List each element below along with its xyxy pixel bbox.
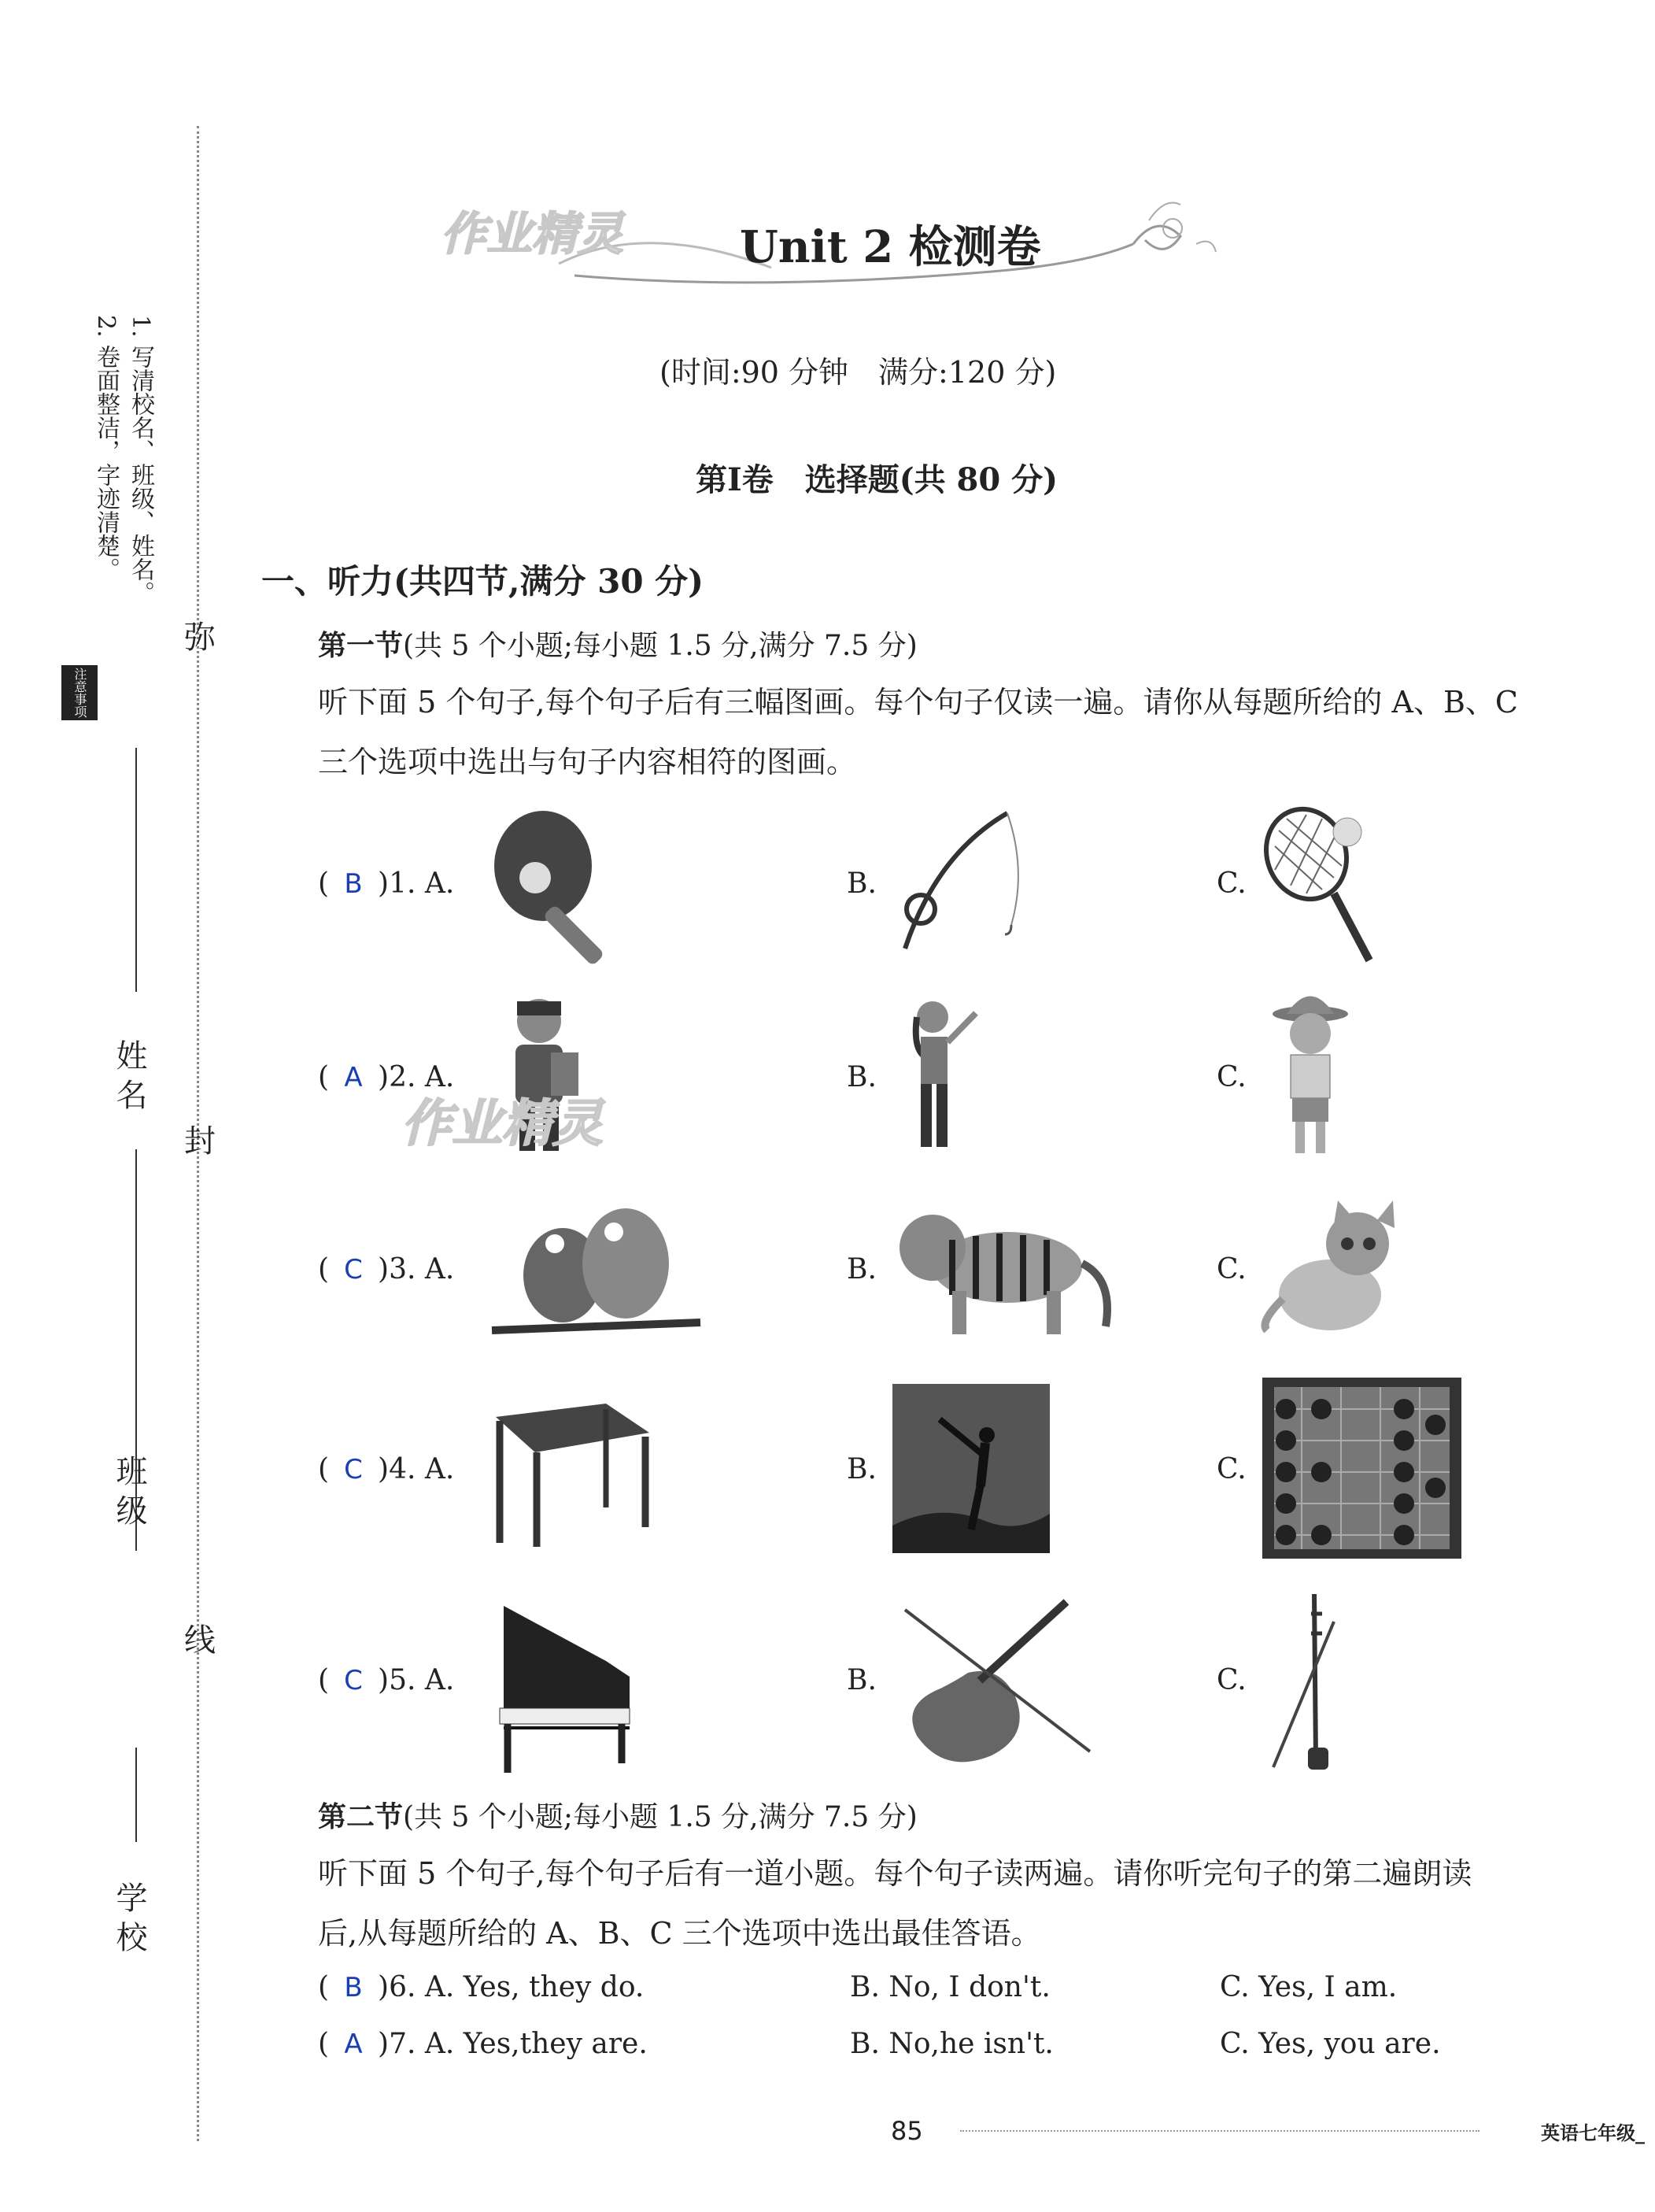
cat-icon[interactable] — [1259, 1197, 1409, 1334]
q1-option-c: C. — [1217, 867, 1247, 900]
answer-1[interactable]: B — [344, 868, 363, 900]
watermark-header: 作业精灵 — [441, 207, 624, 261]
instruction1-line2: 三个选项中选出与句子内容相符的图画。 — [318, 745, 857, 779]
kungfu-silhouette-icon[interactable] — [892, 1384, 1050, 1553]
answer-4[interactable]: C — [344, 1454, 363, 1485]
woman-waving-icon[interactable] — [897, 993, 992, 1151]
subsection2-title: 第二节 — [318, 1800, 404, 1833]
violin-icon[interactable] — [893, 1594, 1098, 1771]
q7-option-b: B. No,he isn't. — [850, 2028, 1054, 2060]
question-6: ( B )6. A. Yes, they do. — [318, 1971, 645, 2003]
table-icon[interactable] — [488, 1397, 653, 1547]
question-5: ( C )5. A. — [318, 1664, 455, 1696]
instruction2-line2: 后,从每题所给的 A、B、C 三个选项中选出最佳答语。 — [318, 1916, 1041, 1951]
subsection2-heading — [318, 1795, 918, 1835]
section-title: 一、听力(共四节,满分 30 分) — [261, 562, 704, 601]
q6-option-b: B. No, I don't. — [850, 1971, 1051, 2003]
page-title: Unit 2 检测卷 — [740, 221, 1041, 273]
subsection1-meta: (共 5 个小题;每小题 1.5 分,满分 7.5 分) — [403, 630, 918, 662]
page-number: 85 — [891, 2116, 923, 2146]
notes-text — [88, 315, 157, 605]
question-4: ( C )4. A. — [318, 1453, 455, 1485]
question-1: ( B )1. A. — [318, 867, 455, 900]
answer-7[interactable]: A — [344, 2029, 363, 2060]
note-2: 2. 卷面整洁，字迹清楚。 — [92, 315, 120, 582]
question-3-label: )3. A. — [378, 1253, 455, 1285]
school-field-label: 学校 — [111, 1881, 147, 1960]
question-7-label: )7. A. Yes,they are. — [378, 2028, 648, 2060]
part-title: 第Ⅰ卷 选择题(共 80 分) — [696, 461, 1058, 498]
footer-dotted-line — [960, 2130, 1480, 2132]
class-field-label: 班级 — [111, 1455, 147, 1533]
tiger-icon[interactable] — [889, 1200, 1117, 1338]
q5-option-b: B. — [847, 1664, 877, 1696]
q7-option-c: C. Yes, you are. — [1220, 2028, 1441, 2060]
q3-option-b: B. — [847, 1253, 877, 1285]
answer-6[interactable]: B — [344, 1972, 363, 2003]
instruction1-line1: 听下面 5 个句子,每个句子后有三幅图画。每个句子仅读一遍。请你从每题所给的 A、B、C — [318, 685, 1518, 719]
question-1-label: )1. A. — [378, 867, 455, 900]
seal-char-mi: 弥 — [184, 620, 216, 656]
binding-strip — [0, 0, 216, 2212]
question-2: ( A )2. A. — [318, 1061, 455, 1093]
q6-option-c: C. Yes, I am. — [1220, 1971, 1398, 2003]
subsection2-meta: (共 5 个小题;每小题 1.5 分,满分 7.5 分) — [403, 1801, 918, 1833]
erhu-icon[interactable] — [1267, 1590, 1346, 1775]
question-4-label: )4. A. — [378, 1453, 455, 1485]
question-7: ( A )7. A. Yes,they are. — [318, 2028, 648, 2060]
answer-3[interactable]: C — [344, 1254, 363, 1285]
chinese-chess-icon[interactable] — [1262, 1378, 1461, 1559]
piano-icon[interactable] — [488, 1590, 637, 1775]
question-5-label: )5. A. — [378, 1664, 455, 1696]
fishing-rod-icon[interactable] — [889, 807, 1031, 956]
q3-option-c: C. — [1217, 1253, 1247, 1285]
q2-option-b: B. — [847, 1061, 877, 1093]
subsection1-heading — [318, 623, 918, 664]
boy-with-hat-icon[interactable] — [1267, 990, 1354, 1160]
school-blank-line[interactable] — [135, 1748, 137, 1842]
title-banner — [441, 189, 1228, 291]
q4-option-b: B. — [847, 1453, 877, 1485]
subsection2-instruction — [318, 1844, 1561, 1963]
instruction2-line1: 听下面 5 个句子,每个句子后有一道小题。每个句子读两遍。请你听完句子的第二遍朗读 — [318, 1856, 1472, 1891]
ping-pong-paddle-icon[interactable] — [488, 807, 653, 964]
question-3: ( C )3. A. — [318, 1253, 455, 1285]
subsection1-title: 第一节 — [318, 629, 404, 662]
watermark-middle: 作业精灵 — [401, 1095, 603, 1153]
answer-2[interactable]: A — [344, 1062, 363, 1093]
q5-option-c: C. — [1217, 1664, 1247, 1696]
seal-char-feng: 封 — [184, 1123, 216, 1160]
q1-option-b: B. — [847, 867, 877, 900]
subsection1-instruction — [318, 672, 1561, 792]
name-blank-line[interactable] — [135, 748, 137, 992]
seal-char-xian: 线 — [184, 1622, 216, 1659]
question-2-label: )2. A. — [378, 1061, 455, 1093]
tennis-racket-icon[interactable] — [1259, 799, 1377, 968]
answer-5[interactable]: C — [344, 1665, 363, 1696]
q2-option-c: C. — [1217, 1061, 1247, 1093]
exam-subtitle: (时间:90 分钟 满分:120 分) — [659, 355, 1057, 390]
footer-book-label: 英语七年级_ — [1541, 2122, 1645, 2144]
question-6-label: )6. A. Yes, they do. — [378, 1971, 645, 2003]
name-field-label: 姓名 — [111, 1039, 147, 1118]
q4-option-c: C. — [1217, 1453, 1247, 1485]
note-1: 1. 写清校名、班级、姓名。 — [127, 315, 154, 605]
notes-label: 注意事项 — [61, 665, 98, 720]
parrots-icon[interactable] — [488, 1197, 708, 1346]
